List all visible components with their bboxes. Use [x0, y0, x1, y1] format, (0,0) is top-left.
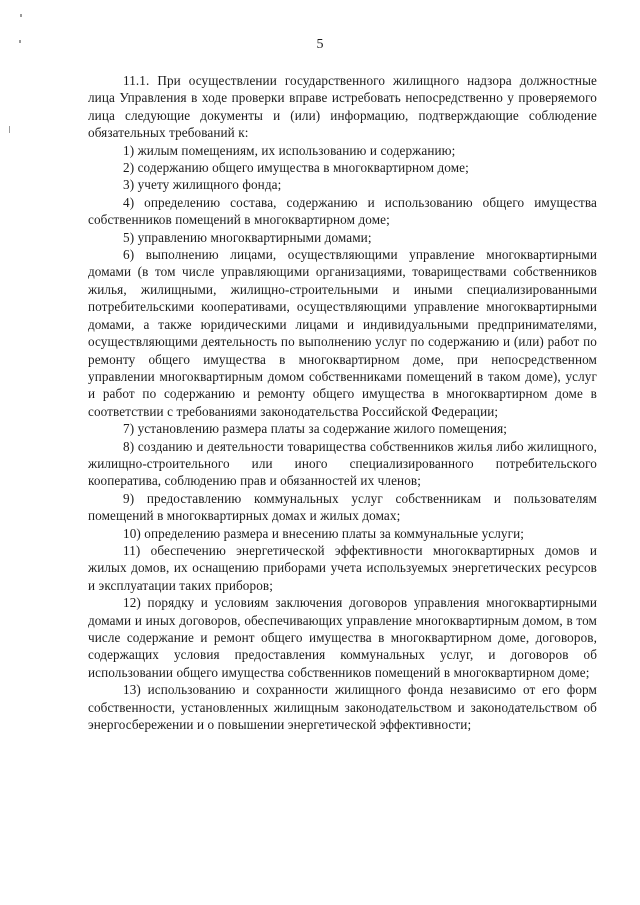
document-body [88, 72, 597, 733]
list-item-5: 5) управлению многоквартирными домами; [123, 229, 372, 245]
list-item-13: 13) использованию и сохранности жилищного фонда независимо от его форм собственности, установленных жилищным законодательством и законодательством об энергосбережении и о повышении энергетической эффективности; [88, 682, 597, 733]
list-item-8: 8) созданию и деятельности товарищества собственников жилья либо жилищного, жилищно-строительного или иного специализированного потребительского кооператива, соблюдению прав и обязанностей их членов; [88, 438, 597, 489]
list-item-4: 4) определению состава, содержанию и использованию общего имущества собственников помещений в многоквартирном доме; [88, 194, 597, 228]
list-item-2: 2) содержанию общего имущества в многоквартирном доме; [123, 160, 469, 176]
scan-mark [9, 126, 10, 133]
list-item-1: 1) жилым помещениям, их использованию и содержанию; [123, 142, 456, 158]
scan-mark [20, 14, 22, 17]
list-item-10: 10) определению размера и внесению платы за коммунальные услуги; [123, 525, 525, 541]
page-number: 5 [316, 37, 324, 52]
list-item-11: 11) обеспечению энергетической эффективности многоквартирных домов и жилых домов, их оснащению приборами учета используемых энергетических ресурсов и эксплуатации таких приборов; [88, 542, 597, 593]
list-item-3: 3) учету жилищного фонда; [123, 177, 282, 193]
list-item-6: 6) выполнению лицами, осуществляющими управление многоквартирными домами (в том числе управляющими организациями, товариществами собственников жилья, жилищными, жилищно-строительными и иными специализированными потребительскими кооперативами, осуществляющими управление многоквартирными домами, а также юридическими лицами и индивидуальными предпринимателями, осуществляющими деятельность по выполнению услуг по содержанию и (или) работ по ремонту общего имущества в многоквартирном доме, при непосредственном управлении многоквартирным домом собственниками помещений в таком доме), услуг и работ по содержанию и ремонту общего имущества в многоквартирном доме в соответствии с требованиями законодательства Российской Федерации; [88, 247, 597, 419]
paragraph-11-1: 11.1. При осуществлении государственного жилищного надзора должностные лица Управления в ходе проверки вправе истребовать непосредственно у проверяемого лица следующие документы и (или) информацию, подтверждающие соблюдение обязательных требований к: [88, 73, 597, 141]
list-item-7: 7) установлению размера платы за содержание жилого помещения; [123, 421, 508, 437]
list-item-9: 9) предоставлению коммунальных услуг собственникам и пользователям помещений в многоквартирных домах и жилых домах; [88, 490, 597, 524]
list-item-12: 12) порядку и условиям заключения договоров управления многоквартирными домами и иных договоров, обеспечивающих управление многоквартирным домом, в том числе содержание и ремонт общего имущества в многоквартирном доме, договоров, содержащих условия предоставления коммунальных услуг, и договоров об использовании общего имущества собственников помещений в многоквартирном доме; [88, 595, 597, 680]
